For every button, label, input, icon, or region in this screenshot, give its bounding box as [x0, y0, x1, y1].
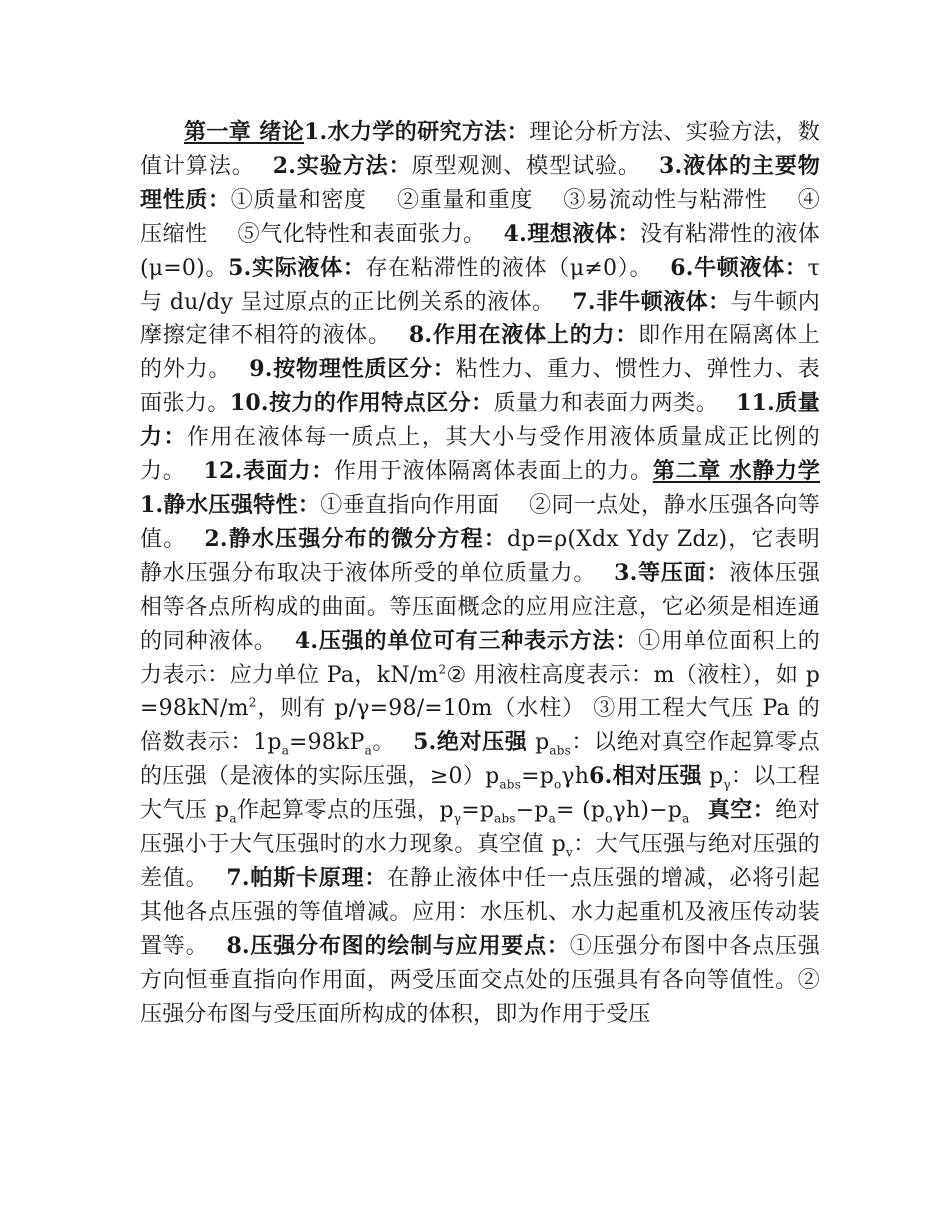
ch2-item-3-text: 液体压强相等各点所构成的曲面。等压面概念的应用应注意，它必须是相连通的同种液体。: [140, 560, 820, 654]
ch2-item-6-text-f: = (p: [556, 798, 606, 824]
ch2-item-4-text-c: ，则有 p/γ=98/=10m（水柱） ③用工程大气压 Pa 的倍数表示：1p: [140, 696, 820, 756]
chapter-2-heading: 第二章 水静力学: [652, 458, 820, 485]
ch2-item-8-text: ①压强分布图中各点压强方向恒垂直指向作用面，两受压面交点处的压强具有各向等值性。②压强分布图与受压面所构成的体积，即为作用于受压: [140, 933, 820, 1027]
item-10-term: 10.按力的作用特点区分：: [229, 390, 494, 417]
item-3-text: ①质量和密度 ②重量和重度 ③易流动性与粘滞性 ④压缩性 ⑤气化特性和表面张力。: [140, 187, 820, 247]
item-9-text: 粘性力、重力、惯性力、弹性力、表面张力。: [140, 357, 820, 417]
ch2-item-4-text-a: ①用单位面积上的力表示：应力单位 Pa，kN/m: [140, 628, 820, 688]
ch2-vacuum-term: 真空：: [707, 797, 776, 824]
item-1-text: 理论分析方法、实验方法，数值计算法。: [140, 120, 820, 179]
item-7-term: 7.非牛顿液体：: [572, 288, 731, 315]
ch2-item-4-sup-b: 2: [248, 696, 257, 711]
item-2-term: 2.实验方法：: [272, 152, 412, 179]
ch2-item-4-sub-c: a: [281, 743, 290, 758]
ch2-item-4-text-e: 。: [371, 730, 396, 756]
item-6-text: τ 与 du/dy 呈过原点的正比例关系的液体。: [140, 255, 820, 315]
ch2-item-4-text-b: ② 用液柱高度表示：m（液柱），如 p=98kN/m: [140, 662, 820, 722]
item-8-text: 即作用在隔离体上的外力。: [140, 323, 820, 383]
item-7-text: 与牛顿内摩擦定律不相符的液体。: [140, 289, 820, 349]
ch2-item-5-text-c: =p: [521, 764, 554, 790]
ch2-vacuum-text-b: ：大气压强与绝对压强的差值。: [140, 832, 820, 891]
ch2-item-5-sub-a: abs: [549, 743, 571, 758]
item-12-text: 作用于液体隔离体表面上的力。: [334, 459, 653, 485]
ch2-vacuum-text-a: 绝对压强小于大气压强时的水力现象。真空值 p: [140, 798, 820, 858]
ch2-item-6-sub-b: a: [229, 811, 237, 826]
item-1-term: 1.水力学的研究方法：: [304, 119, 530, 145]
ch2-item-3-term: 3.等压面：: [614, 559, 730, 586]
item-11-text: 作用在液体每一质点上，其大小与受作用液体质量成正比例的力。: [140, 425, 820, 485]
item-10-text: 质量力和表面力两类。: [493, 391, 719, 417]
ch2-item-7-text: 在静止液体中任一点压强的增减，必将引起其他各点压强的等值增减。应用：水压机、水力起重机及液压传动装置等。: [140, 865, 820, 959]
ch2-item-4-term: 4.压强的单位可有三种表示方法：: [294, 627, 639, 654]
ch2-item-8-term: 8.压强分布图的绘制与应用要点：: [226, 932, 570, 959]
ch2-item-6-term: 6.相对压强: [589, 763, 702, 790]
item-12-term: 12.表面力：: [203, 458, 335, 485]
ch2-item-5-sub-b: abs: [499, 777, 522, 792]
item-11-term: 11.质量力：: [140, 390, 820, 451]
ch2-item-6-text-b: ：以工程大气压 p: [140, 764, 820, 824]
item-9-term: 9.按物理性质区分：: [249, 356, 456, 383]
body-paragraph: [140, 116, 820, 1031]
ch2-item-4-text-d: =98kP: [289, 730, 365, 756]
item-5-term: 5.实际液体：: [228, 254, 366, 281]
ch2-item-6-sub-d: abs: [494, 811, 516, 826]
document-page: [140, 116, 820, 1126]
item-6-term: 6.牛顿液体：: [670, 254, 808, 281]
ch2-item-6-text-d: =p: [461, 798, 495, 824]
ch2-item-5-sub-c: o: [553, 777, 562, 792]
ch2-item-2-text: dp=ρ(Xdx Ydy Zdz)，它表明静水压强分布取决于液体所受的单位质量力。: [140, 526, 820, 586]
ch2-item-6-sub-g: a: [682, 811, 690, 826]
ch2-vacuum-sub: v: [565, 845, 573, 860]
ch2-item-5-text-a: p: [527, 730, 550, 756]
ch2-item-5-text-b: ：以绝对真空作起算零点的压强（是液体的实际压强，≥0）p: [140, 730, 820, 790]
ch2-item-4-sub-d: a: [364, 743, 372, 758]
ch2-item-1-text: ①垂直指向作用面 ②同一点处，静水压强各向等值。: [140, 492, 820, 552]
ch2-item-6-sub-c: γ: [453, 811, 462, 826]
ch2-item-2-term: 2.静水压强分布的微分方程：: [204, 525, 508, 552]
ch2-item-6-text-e: −p: [515, 798, 549, 824]
item-4-term: 4.理想液体：: [503, 220, 641, 247]
ch2-item-6-text-a: p: [701, 764, 724, 790]
ch2-item-6-sub-f: o: [605, 811, 613, 826]
ch2-item-6-sub-a: γ: [723, 777, 731, 792]
ch2-item-4-sup-a: 2: [438, 662, 447, 677]
item-5-text: 存在粘滞性的液体（μ≠0）。: [365, 255, 653, 281]
item-4-text: 没有粘滞性的液体(μ=0)。: [140, 221, 820, 281]
ch2-item-5-term: 5.绝对压强: [413, 729, 528, 756]
ch2-item-7-term: 7.帕斯卡原理：: [226, 864, 388, 891]
item-3-term: 3.液体的主要物理性质：: [140, 152, 820, 213]
item-8-term: 8.作用在液体上的力：: [408, 322, 639, 349]
item-2-text: 原型观测、模型试验。: [411, 153, 641, 179]
ch2-item-5-text-d: γh: [561, 764, 590, 790]
ch2-item-6-text-c: 作起算零点的压强，p: [236, 798, 454, 824]
ch2-item-6-text-g: γh)−p: [612, 798, 683, 824]
chapter-1-heading: 第一章 绪论: [184, 119, 305, 145]
ch2-item-6-sub-e: a: [548, 811, 557, 826]
ch2-item-1-term: 1.静水压强特性：: [140, 491, 321, 518]
